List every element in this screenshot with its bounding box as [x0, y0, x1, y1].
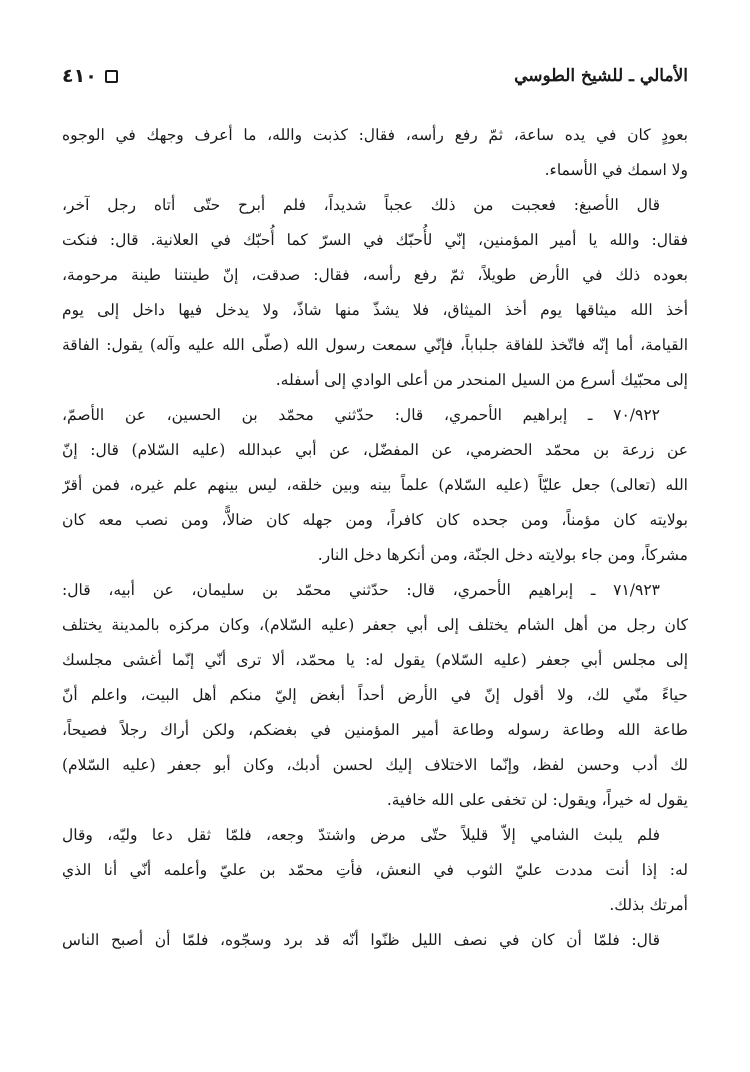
text-line: ٧١/٩٢٣ ـ إبراهيم الأحمري، قال: حدّثني محمّد بن سليمان، عن أبيه، قال: [62, 581, 661, 599]
text-line: كان رجل من أهل الشام يختلف إلى أبي جعفر (عليه السّلام)، وكان مركزه بالمدينة يختلف [62, 616, 688, 634]
text-line: أمرتك بذلك. [609, 896, 688, 914]
text-line: مشركاً، ومن جاء بولايته دخل الجنّة، ومن أنكرها دخل النار. [317, 546, 688, 564]
text-line: قال الأصبغ: فعجبت من ذلك عجباً شديداً، فلم أبرح حتّى أتاه رجل آخر، [62, 196, 660, 214]
text-line: لك أدب وحسن لفظ، وإنّما الاختلاف إليك لحسن أدبك، وكان أبو جعفر (عليه السّلام) [62, 756, 688, 774]
text-line: له: إذا أنت مددت عليّ الثوب في النعش، فأتِ محمّد بن عليّ وأعلمه أنّي أنا الذي [62, 861, 688, 879]
page-number-group [62, 65, 118, 87]
square-bullet-icon [105, 70, 118, 83]
text-line: بعوده ذلك في الأرض طويلاً، ثمّ رفع رأسه، فقال: صدقت، إنّ طينتنا طينة مرحومة، [62, 266, 688, 284]
text-line: إلى مجلس أبي جعفر (عليه السّلام) يقول له: يا محمّد، ألا ترى أنّي إنّما أغشى مجلسك [62, 651, 688, 669]
text-line: بولايته كان مؤمناً، ومن جحده كان كافراً، ومن جهله كان ضالاًّ، ومن نصب معه كان [62, 511, 688, 529]
text-line: ولا اسمك في الأسماء. [544, 161, 688, 179]
text-line: عن زرعة بن محمّد الحضرمي، عن المفضّل، عن أبي عبدالله (عليه السّلام) قال: إنّ [62, 441, 688, 459]
text-line: الله (تعالى) جعل عليّاً (عليه السّلام) علماً بينه وبين خلقه، ليس بينهم علم غيره، فمن أقرّ [62, 476, 688, 494]
body-text [62, 118, 688, 958]
text-line: القيامة، أما إنّه فاتّخذ للفاقة جلباباً، فإنّي سمعت رسول الله (صلّى الله عليه وآله) يقول: الفاقة [62, 336, 688, 354]
text-line: أخذ الله ميثاقها يوم أخذ الميثاق، فلا يشذّ منها شاذّ، ولا يدخل فيها داخل إلى يوم [62, 301, 688, 319]
text-line: طاعة الله وطاعة رسوله وطاعة أمير المؤمنين في بغضكم، ولكن أراك رجلاً فصيحاً، [62, 721, 688, 739]
book-title: الأمالي ـ للشيخ الطوسي [514, 66, 688, 86]
text-line: ٧٠/٩٢٢ ـ إبراهيم الأحمري، قال: حدّثني محمّد بن الحسين، عن الأصمّ، [62, 406, 660, 424]
text-line: فقال: والله يا أمير المؤمنين، إنّي لأُحبّك في السرّ كما أُحبّك في العلانية. قال: فنكت [62, 231, 688, 249]
running-header [62, 62, 688, 90]
text-line: قال: فلمّا أن كان في نصف الليل ظنّوا أنّه قد برد وسجّوه، فلمّا أن أصبح الناس [62, 931, 660, 949]
text-line: بعودٍ كان في يده ساعة، ثمّ رفع رأسه، فقال: كذبت والله، ما أعرف وجهك في الوجوه [62, 126, 688, 144]
text-line: يقول له خيراً، ويقول: لن تخفى على الله خافية. [386, 791, 688, 809]
text-line: إلى محبّيك أسرع من السيل المنحدر من أعلى الوادي إلى أسفله. [275, 371, 688, 389]
page-number: ٤١٠ [62, 65, 97, 87]
text-line: حياءً منّي لك، ولا أقول إنّ في الأرض أحداً أبغض إليّ منكم أهل البيت، واعلم أنّ [62, 686, 688, 704]
text-line: فلم يلبث الشامي إلاّ قليلاً حتّى مرض واشتدّ وجعه، فلمّا ثقل دعا وليّه، وقال [62, 826, 660, 844]
